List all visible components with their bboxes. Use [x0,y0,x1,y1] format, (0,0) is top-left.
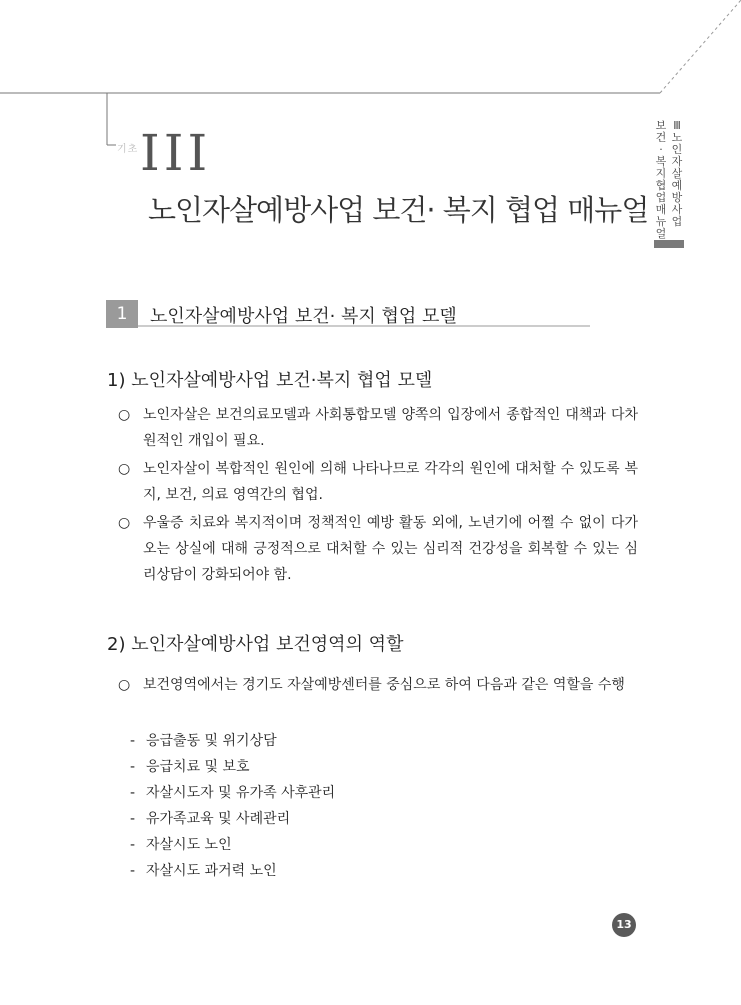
dash-item [130,756,250,776]
bullet-item [118,510,638,588]
bullet-circle-icon: ○ [118,461,131,477]
dash-text: 응급치료 및 보호 [146,759,250,775]
bullet-item [118,456,638,508]
bullet-text: 노인자살이 복합적인 원인에 의해 나타나므로 각각의 원인에 대처할 수 있도록 복지, 보건, 의료 영역간의 협업. [143,461,638,503]
corner-diagonal [660,0,741,93]
bullet-text: 보건영역에서는 경기도 자살예방센터를 중심으로 하여 다음과 같은 역할을 수행 [143,677,625,693]
dash-item [130,834,232,854]
bullet-item [118,402,638,454]
bullet-circle-icon: ○ [118,515,131,531]
subsection-2-title: 2) 노인자살예방사업 보건영역의 역할 [107,634,404,655]
dash-mark: - [130,837,136,853]
dash-text: 자살시도자 및 유가족 사후관리 [146,785,336,801]
chapter-title: 노인자살예방사업 보건· 복지 협업 매뉴얼 [148,193,649,227]
bullet-circle-icon: ○ [118,677,131,693]
subsection-1-title: 1) 노인자살예방사업 보건·복지 협업 모델 [107,370,433,391]
chapter-number: III [140,124,212,182]
chapter-label: 기초 [117,144,139,155]
dash-text: 자살시도 과거력 노인 [146,863,277,879]
dash-mark: - [130,785,136,801]
bullet-text: 우울증 치료와 복지적이며 정책적인 예방 활동 외에, 노년기에 어쩔 수 없이 다가오는 상실에 대해 긍정적으로 대처할 수 있는 심리적 건강성을 회복할 수 있는 심리상담이 강화되어야 함. [143,515,638,583]
bullet-text: 노인자살은 보건의료모델과 사회통합모델 양쪽의 입장에서 종합적인 대책과 다차원적인 개입이 필요. [143,407,638,449]
dash-text: 자살시도 노인 [146,837,232,853]
bullet-circle-icon: ○ [118,407,131,423]
dash-text: 유가족교육 및 사례관리 [146,811,291,827]
dash-mark: - [130,733,136,749]
dash-item [130,782,335,802]
dash-item [130,860,277,880]
dash-text: 응급출동 및 위기상담 [146,733,277,749]
dash-mark: - [130,759,136,775]
bullet-item [118,672,638,724]
dash-mark: - [130,863,136,879]
section-title: 노인자살예방사업 보건· 복지 협업 모델 [150,306,457,327]
dash-item [130,808,290,828]
side-tab-line1: Ⅲ 노인자살예방사업 [671,119,683,228]
dash-item [130,730,277,750]
dash-mark: - [130,811,136,827]
page-number: 13 [612,913,636,937]
side-tab-line2: 보건·복지 협업 매뉴얼 [655,119,667,240]
section-number-badge: 1 [106,300,138,328]
side-tab-bar [654,240,684,248]
